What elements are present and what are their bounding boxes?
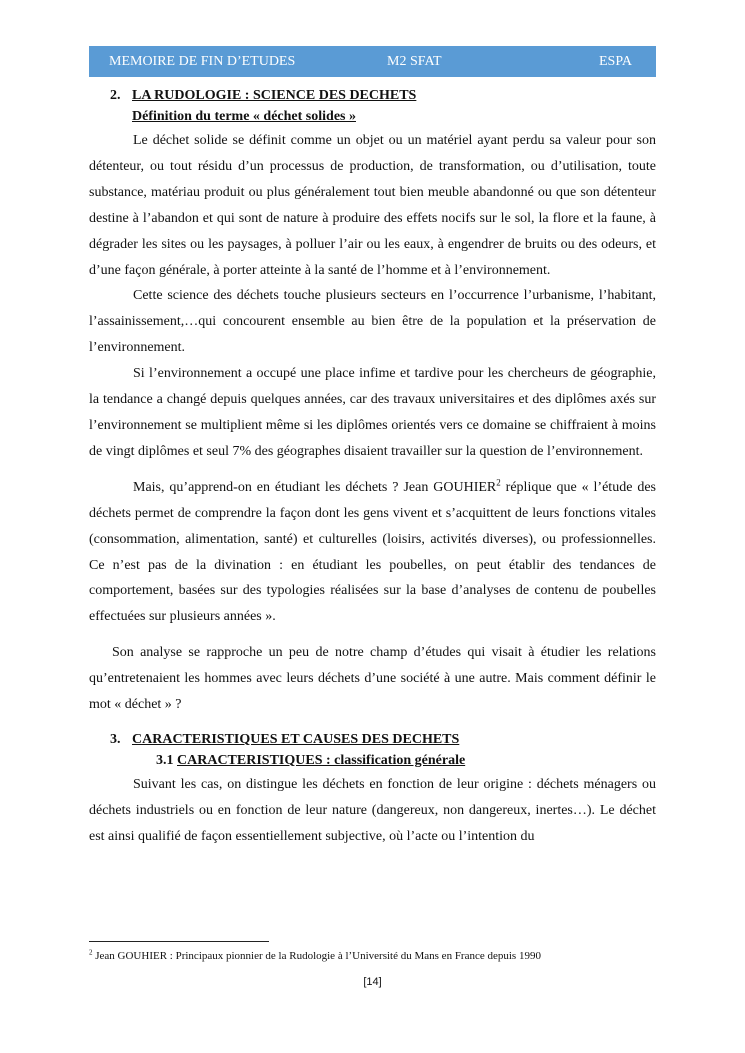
section-2-subtitle-text: Définition du terme « déchet solides » bbox=[132, 109, 356, 124]
footnote bbox=[89, 950, 541, 962]
header-center-text: M2 SFAT bbox=[387, 54, 442, 69]
paragraph: Cette science des déchets touche plusieurs secteurs en l’occurrence l’urbanisme, l’habitant, l’assainissement,…qui concourent ensemble au bien être de la population et la préservation de l’environnement. bbox=[89, 288, 656, 356]
section-3-title: CARACTERISTIQUES ET CAUSES DES DECHETS bbox=[132, 731, 460, 747]
header-left-text: MEMOIRE DE FIN D’ETUDES bbox=[109, 54, 296, 69]
footnote-mark: 2 bbox=[89, 948, 93, 957]
footnote-ref: 2 bbox=[496, 477, 501, 488]
footnote-separator bbox=[89, 941, 269, 942]
paragraph: Son analyse se rapproche un peu de notre champ d’études qui visait à étudier les relations qu’entretenaient les hommes avec leurs déchets d’une société à une autre. Mais comment définir le mot « déchet » ? bbox=[89, 645, 656, 713]
paragraph: Si l’environnement a occupé une place infime et tardive pour les chercheurs de géographie, la tendance a changé depuis quelques années, car des travaux universitaires et des diplômes axés sur l’environnement se multiplient même si les diplômes orientés vers ce domaine se chiffraient à moins de vingt diplômes et seul 7% des géographes disaient travailler sur la question de l’environnement. bbox=[89, 366, 656, 459]
paragraph: Suivant les cas, on distingue les déchets en fonction de leur origine : déchets ménagers ou déchets industriels ou en fonction de leur nature (dangereux, non dangereux, inertes…). Le déchet est ainsi qualifié de façon essentiellement subjective, où l’acte ou l’intention du bbox=[89, 776, 656, 844]
section-3-number: 3. bbox=[110, 731, 121, 747]
section-2-number: 2. bbox=[110, 88, 121, 103]
paragraph: Le déchet solide se définit comme un objet ou un matériel ayant perdu sa valeur pour son détenteur, ou tout résidu d’un processus de production, de transformation, ou d’utilisation, toute substance, matériau produit ou plus généralement tout bien meuble abandonné ou que son détenteur destine à l’abandon et qui sont de nature à produire des effets nocifs sur le sol, la flore et la faune, à dégrader les sites ou les paysages, à polluer l’air ou les eaux, à engendrer de bruits ou des odeurs, et d’une façon générale, à porter atteinte à la santé de l’homme et à l’environnement. bbox=[89, 133, 656, 278]
section-2-heading bbox=[89, 86, 656, 106]
header-right-text: ESPA bbox=[599, 54, 632, 69]
subsection-number: 3.1 bbox=[156, 752, 177, 768]
section-2-title: LA RUDOLOGIE : SCIENCE DES DECHETS bbox=[132, 88, 417, 103]
section-2-subtitle bbox=[89, 106, 656, 128]
section-3-heading bbox=[89, 730, 656, 750]
subsection-3-1-heading bbox=[89, 750, 656, 772]
paragraph-quote bbox=[89, 475, 656, 630]
page-number: [14] bbox=[363, 976, 382, 988]
subsection-title-underlined: CARACTERISTIQUES bbox=[177, 752, 323, 768]
page-body bbox=[89, 86, 656, 850]
footnote-text: Jean GOUHIER : Principaux pionnier de la Rudologie à l’Université du Mans en France depuis 1990 bbox=[92, 950, 541, 962]
subsection-title-rest: : classification générale bbox=[322, 752, 466, 768]
paragraph-quote-rest: réplique que « l’étude des déchets permet de comprendre la façon dont les gens vivent et s’acquittent de leurs fonctions vitales (consommation, alimentation, santé) et culturelles (loisirs, activités diverses), ou professionnelles. Ce n’est pas de la divination : en étudiant les poubelles, on peut établir des tendances de comportement, basées sur des typologies réalisées sur la base d’analyses de contenu de poubelles effectuées sur plusieurs années ». bbox=[89, 479, 656, 625]
paragraph-quote-start: Mais, qu’apprend-on en étudiant les déchets ? Jean GOUHIER bbox=[133, 479, 497, 495]
page-header bbox=[89, 46, 656, 77]
